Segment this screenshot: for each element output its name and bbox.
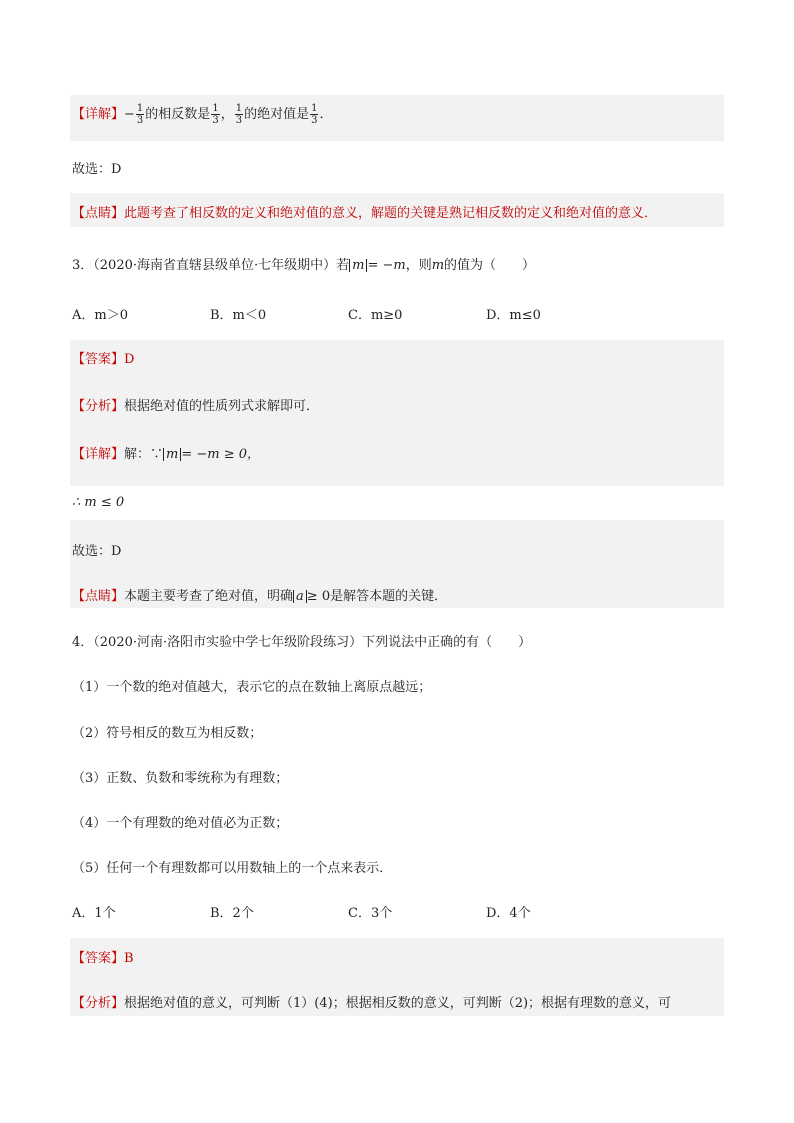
q2-detail-line: 【详解】− $\frac{1}{3}$ 的相反数是 $\frac{1}{3}$ ， $\frac{1}{3}$ 的绝对值是 $\frac{1}{3}$ ． bbox=[72, 103, 333, 126]
fraction: $\frac{1}{3}$ bbox=[311, 103, 318, 126]
q3-option-c: C．m≥0 bbox=[348, 308, 403, 323]
q2-comment-line bbox=[72, 202, 657, 221]
q4-option-c: C．3个 bbox=[348, 906, 393, 921]
q3-detail: 【详解】解：∵ m = −m ≥ 0， bbox=[72, 447, 261, 462]
q3-option-d: D．m≤0 bbox=[486, 308, 541, 323]
q3-therefore: ∴ m ≤ 0 bbox=[72, 495, 125, 510]
q3-option-b: B．m＜0 bbox=[210, 308, 267, 323]
fraction: $\frac{1}{3}$ bbox=[212, 103, 219, 126]
q4-analysis: 【分析】根据绝对值的意义，可判断（1）(4)；根据相反数的意义，可判断（2)；根据有理数的意义，可 bbox=[72, 996, 672, 1011]
abs-m: m bbox=[349, 259, 367, 272]
q4-statement-3: （3）正数、负数和零统称为有理数； bbox=[72, 771, 289, 786]
q4-statement-1: （1）一个数的绝对值越大，表示它的点在数轴上离原点越远； bbox=[72, 680, 432, 695]
comment-text: 此题考查了相反数的定义和绝对值的意义，解题的关键是熟记相反数的定义和绝对值的意义． bbox=[124, 206, 658, 221]
q3-comment: 【点睛】本题主要考查了绝对值，明确 a ≥ 0是解答本题的关键． bbox=[72, 589, 448, 604]
fraction: $\frac{1}{3}$ bbox=[136, 103, 144, 126]
q4-stem: 4．（2020·河南·洛阳市实验中学七年级阶段练习）下列说法中正确的有（ ） bbox=[72, 635, 532, 650]
q3-answer: 【答案】D bbox=[72, 352, 135, 367]
comment-tag: 【点睛】 bbox=[72, 206, 125, 221]
q3-white-band bbox=[70, 486, 724, 520]
q4-option-a: A．1个 bbox=[72, 906, 116, 921]
detail-text: 的相反数是 bbox=[145, 107, 211, 122]
q3-analysis: 【分析】根据绝对值的性质列式求解即可． bbox=[72, 399, 320, 414]
neg-sign: − bbox=[124, 107, 135, 122]
q2-choose: 故选：D bbox=[72, 162, 122, 177]
q4-option-d: D．4个 bbox=[486, 906, 531, 921]
q3-stem: 3．（2020·海南省直辖县级单位·七年级期中）若 m = −m，则m的值为（ ） bbox=[72, 258, 536, 273]
q4-statement-4: （4）一个有理数的绝对值必为正数； bbox=[72, 816, 289, 831]
q4-statement-2: （2）符号相反的数互为相反数； bbox=[72, 726, 263, 741]
q3-solution-block bbox=[70, 340, 724, 608]
q4-option-b: B．2个 bbox=[210, 906, 254, 921]
q3-option-a: A．m＞0 bbox=[72, 308, 128, 323]
detail-tag: 【详解】 bbox=[72, 107, 125, 122]
q4-answer: 【答案】B bbox=[72, 951, 134, 966]
fraction: $\frac{1}{3}$ bbox=[235, 103, 243, 126]
q3-choose: 故选：D bbox=[72, 544, 122, 559]
q4-statement-5: （5）任何一个有理数都可以用数轴上的一个点来表示． bbox=[72, 861, 393, 876]
detail-text: 的绝对值是 bbox=[244, 107, 310, 122]
